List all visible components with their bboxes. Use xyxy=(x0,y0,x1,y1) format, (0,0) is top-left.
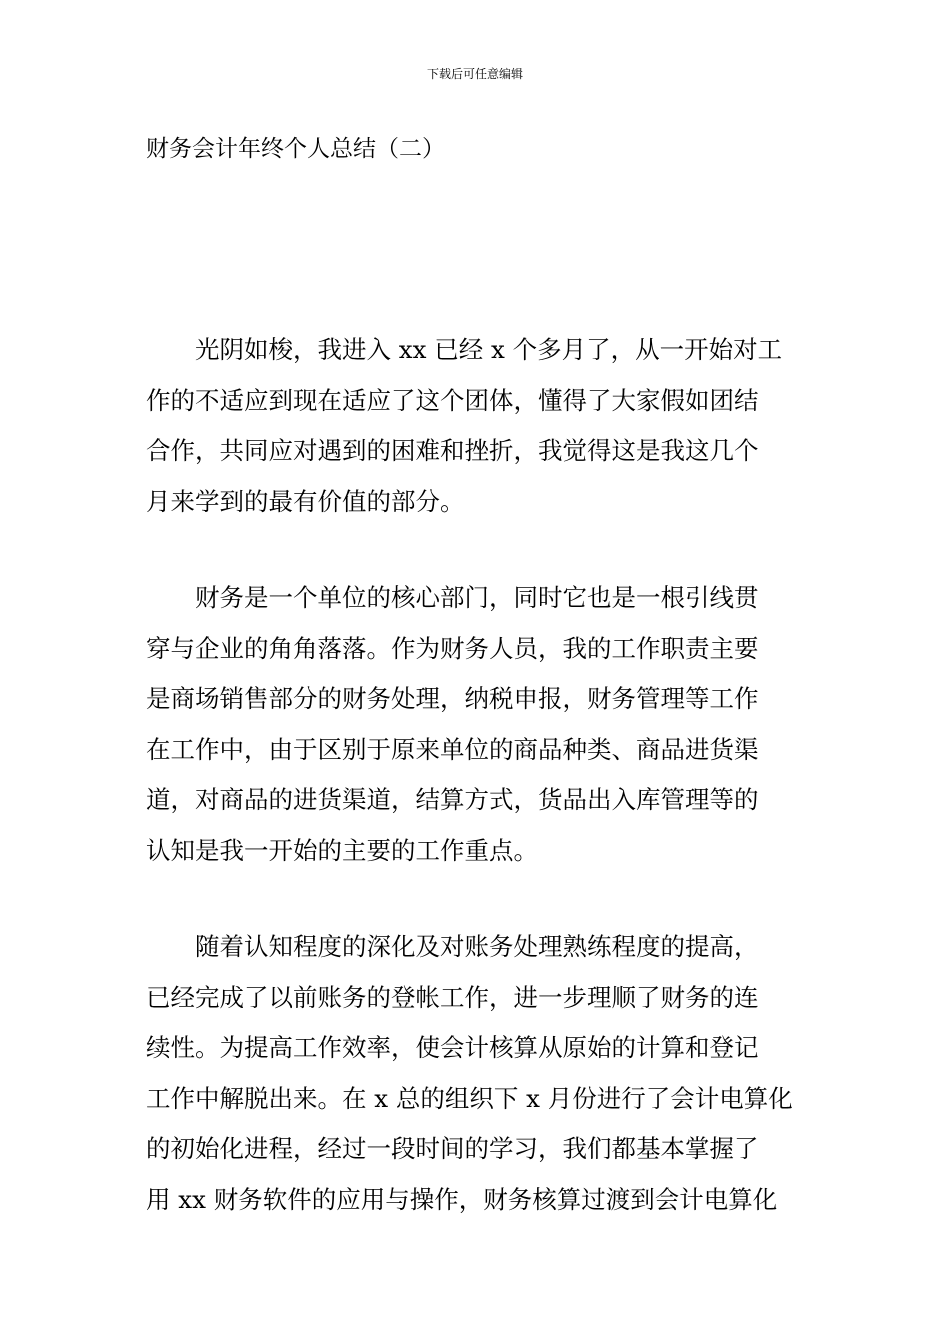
header-note: 下载后可任意编辑 xyxy=(426,67,523,81)
paragraph-line: 月来学到的最有价值的部分。 xyxy=(146,486,465,516)
paragraph-line: 在工作中，由于区别于原来单位的商品种类、商品进货渠 xyxy=(146,734,759,764)
paragraph-line: 续性。为提高工作效率，使会计核算从原始的计算和登记 xyxy=(146,1033,759,1062)
paragraph-line: 光阴如梭，我进入 xx 已经 x 个多月了，从一开始对工 xyxy=(195,335,783,364)
paragraph-1 xyxy=(146,325,810,527)
paragraph-line: 穿与企业的角角落落。作为财务人员，我的工作职责主要 xyxy=(146,633,759,663)
paragraph-line: 的初始化进程，经过一段时间的学习，我们都基本掌握了 xyxy=(146,1134,759,1163)
paragraph-line: 已经完成了以前账务的登帐工作，进一步理顺了财务的连 xyxy=(146,982,759,1012)
paragraph-line: 是商场销售部分的财务处理，纳税申报，财务管理等工作 xyxy=(146,684,759,713)
paragraph-3 xyxy=(146,922,810,1225)
paragraph-line: 作的不适应到现在适应了这个团体，懂得了大家假如团结 xyxy=(146,385,759,415)
paragraph-line: 用 xx 财务软件的应用与操作，财务核算过渡到会计电算化 xyxy=(146,1184,778,1214)
paragraph-line: 合作，共同应对遇到的困难和挫折，我觉得这是我这几个 xyxy=(146,436,759,465)
paragraph-line: 财务是一个单位的核心部门，同时它也是一根引线贯 xyxy=(195,583,759,612)
paragraph-line: 工作中解脱出来。在 x 总的组织下 x 月份进行了会计电算化 xyxy=(146,1083,793,1113)
document-title: 财务会计年终个人总结（二） xyxy=(146,136,445,162)
paragraph-2 xyxy=(146,573,810,876)
paragraph-line: 道，对商品的进货渠道，结算方式，货品出入库管理等的 xyxy=(146,785,759,814)
paragraph-line: 认知是我一开始的主要的工作重点。 xyxy=(146,835,538,865)
paragraph-line: 随着认知程度的深化及对账务处理熟练程度的提高， xyxy=(195,932,759,961)
